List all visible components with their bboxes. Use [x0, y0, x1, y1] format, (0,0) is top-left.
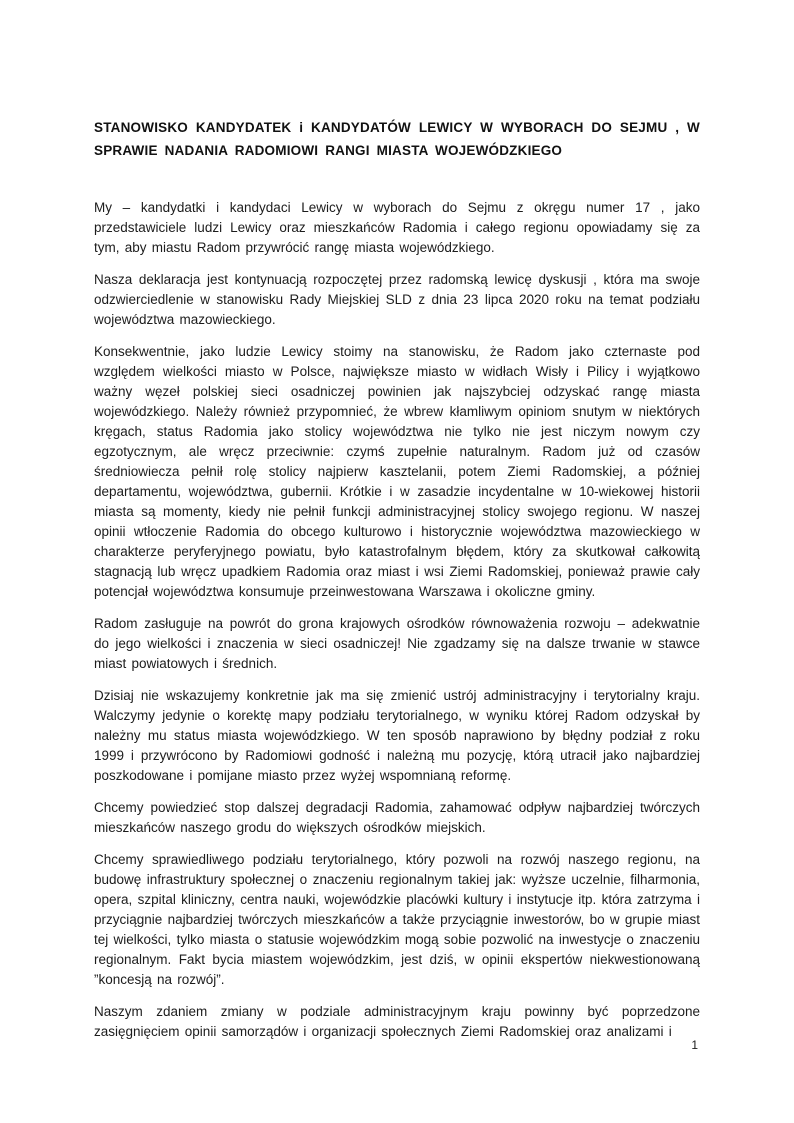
paragraph-fair-division: Chcemy sprawiedliwego podziału terytorialnego, który pozwoli na rozwój naszego regionu, na budowę infrastruktury społecznej o znaczeniu regionalnym takiej jak: wyższe uczelnie, filharmonia, opera, szpital kliniczny, centra nauki, wojewódzkie placówki kultury i instytucje itp. która zatrzyma i przyciągnie najbardziej twórczych mieszkańców a także przyciągnie inwestorów, bo w grupie miast tej wielkości, tylko miasta o statusie wojewódzkim mogą sobie pozwolić na inwestycje o znaczeniu regionalnym. Fakt bycia miastem wojewódzkim, jest dziś, w opinii ekspertów niekwestionowaną ”koncesją na rozwój”. [94, 852, 700, 987]
page-number: 1 [691, 1038, 698, 1052]
paragraph-map-correction: Dzisiaj nie wskazujemy konkretnie jak ma się zmienić ustrój administracyjny i terytorialny kraju. Walczymy jedynie o korektę mapy podziału terytorialnego, w wyniku której Radom odzyskał by należny mu status miasta wojewódzkiego. W ten sposób naprawiono by błędny podział z roku 1999 i przywrócono by Radomiowi godność i należną mu pozycję, którą utracił jako najbardziej poszkodowane i pomijane miasto przez wyżej wspomnianą reformę. [94, 688, 700, 783]
paragraph-intro: My – kandydatki i kandydaci Lewicy w wyborach do Sejmu z okręgu numer 17 , jako przedstawiciele ludzi Lewicy oraz mieszkańców Radomia i całego regionu opowiadamy się za tym, aby miastu Radom przywrócić rangę miasta wojewódzkiego. [94, 200, 700, 255]
paragraph-stop-degradation: Chcemy powiedzieć stop dalszej degradacji Radomia, zahamować odpływ najbardziej twórczych mieszkańców naszego grodu do większych ośrodków miejskich. [94, 800, 700, 835]
paragraph-deserves: Radom zasługuje na powrót do grona krajowych ośrodków równoważenia rozwoju – adekwatnie do jego wielkości i znaczenia w sieci osadniczej! Nie zgadzamy się na dalsze trwanie w stawce miast powiatowych i średnich. [94, 616, 700, 671]
paragraph-declaration: Nasza deklaracja jest kontynuacją rozpoczętej przez radomską lewicę dyskusji , która ma swoje odzwierciedlenie w stanowisku Rady Miejskiej SLD z dnia 23 lipca 2020 roku na temat podziału województwa mazowieckiego. [94, 272, 700, 327]
paragraph-consultations: Naszym zdaniem zmiany w podziale administracyjnym kraju powinny być poprzedzone zasięgnięciem opinii samorządów i organizacji społecznych Ziemi Radomskiej oraz analizami i [94, 1004, 700, 1039]
document-title: STANOWISKO KANDYDATEK i KANDYDATÓW LEWICY W WYBORACH DO SEJMU , W SPRAWIE NADANIA RADOMIOWI RANGI MIASTA WOJEWÓDZKIEGO [94, 120, 700, 158]
paragraph-history: Konsekwentnie, jako ludzie Lewicy stoimy na stanowisku, że Radom jako czternaste pod względem wielkości miasto w Polsce, największe miasto w widłach Wisły i Pilicy i wyjątkowo ważny węzeł polskiej sieci osadniczej powinien jak najszybciej odzyskać rangę miasta wojewódzkiego. Należy również przypomnieć, że wbrew kłamliwym opiniom snutym w niektórych kręgach, status Radomia jako stolicy województwa nie tylko nie jest niczym nowym czy egzotycznym, ale wręcz przeciwnie: czymś zupełnie naturalnym. Radom już od czasów średniowiecza pełnił rolę stolicy najpierw kasztelanii, potem Ziemi Radomskiej, a później departamentu, województwa, gubernii. Krótkie i w zasadzie incydentalne w 10-wiekowej historii miasta są momenty, kiedy nie pełnił funkcji administracyjnej stolicy swojego regionu. W naszej opinii wtłoczenie Radomia do obcego kulturowo i historycznie województwa mazowieckiego w charakterze peryferyjnego powiatu, było katastrofalnym błędem, który za skutkował całkowitą stagnacją lub wręcz upadkiem Radomia oraz miast i wsi Ziemi Radomskiej, ponieważ prawie cały potencjał województwa konsumuje przeinwestowana Warszawa i okoliczne gminy. [94, 344, 700, 599]
